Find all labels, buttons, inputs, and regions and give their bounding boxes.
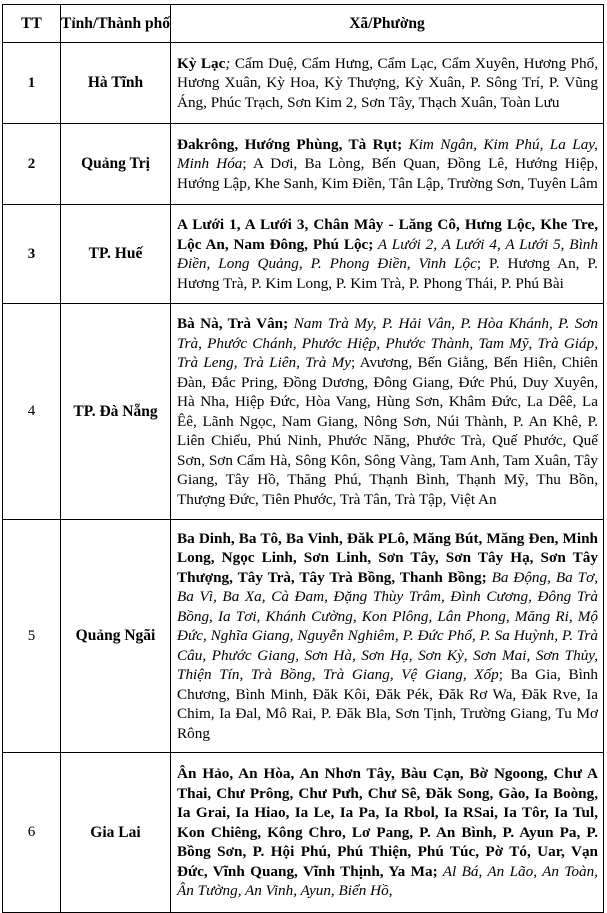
ward-list-normal: A Dơi, Ba Lòng, Bến Quan, Đồng Lê, Hướng Hiệp, Hướng Lập, Khe Sanh, Kim Điền, Tân Lập, Trường Sơn, Tuyên Lâm [177,155,598,192]
ward-list-normal: Avương, Bến Giằng, Bến Hiên, Chiên Đàn, Đắc Pring, Đồng Dương, Đông Giang, Đức Phú, Duy Xuyên, Hà Nha, Hiệp Đức, Hòa Vang, Hùng Sơn, Khâm Đức, La Dêê, La Êê, Lãnh Ngọc, Nam Giang, Nông Sơn, Núi Thành, P. An Khê, P. Liên Chiểu, Phú Ninh, Phước Năng, Phước Trà, Quế Phước, Quế Sơn, Sơn Cẩm Hà, Sông Kôn, Sông Vàng, Tam Anh, Tam Xuân, Tây Giang, Tây Hồ, Thăng Phú, Thạnh Bình, Thạnh Mỹ, Thu Bồn, Thượng Đức, Tiên Phước, Trà Tân, Trà Tập, Việt An [177,354,599,508]
ward-list: Đakrông, Hướng Phùng, Tà Rụt; Kim Ngân, Kim Phú, La Lay, Minh Hóa; A Dơi, Ba Lòng, Bến Quan, Đồng Lê, Hướng Hiệp, Hướng Lập, Khe Sanh, Kim Điền, Tân Lập, Trường Sơn, Tuyên Lâm [171,124,604,205]
ward-list: Ân Hảo, An Hòa, An Nhơn Tây, Bàu Cạn, Bờ Ngoong, Chư A Thai, Chư Prông, Chư Pưh, Chư Sê, Đăk Song, Gào, Ia Boòng, Ia Grai, Ia Hiao, Ia Le, Ia Pa, Ia Rbol, Ia RSai, Ia Tôr, Ia Tul, Kon Chiêng, Kông Chro, Lơ Pang, P. An Bình, P. Ayun Pa, P. Bồng Sơn, P. Hội Phú, Phú Thiện, Phú Túc, Pờ Tó, Uar, Vạn Đức, Vĩnh Quang, Vĩnh Thịnh, Ya Ma; Al Bá, An Lão, An Toàn, Ân Tường, An Vinh, Ayun, Biển Hồ, [171,753,604,913]
table-row [3,304,604,520]
ward-list-bold: Kỳ Lạc [177,54,226,72]
province-name: Quảng Trị [61,124,171,205]
province-name: Gia Lai [61,753,171,913]
province-name: Quảng Ngãi [61,520,171,753]
ward-list-normal: Cẩm Duệ, Cẩm Hưng, Cẩm Lạc, Cẩm Xuyên, Hương Phố, Hương Xuân, Kỳ Hoa, Kỳ Thượng, Kỳ Xuân, P. Sông Trí, P. Vũng Áng, Phúc Trạch, Sơn Kim 2, Sơn Tây, Thạch Xuân, Toàn Lưu [177,54,598,111]
table-row [3,205,604,304]
row-number: 5 [3,520,61,753]
ward-list-italic: Kim Ngân, Kim Phú, La Lay, Minh Hóa [177,135,598,173]
ward-list [171,43,604,124]
table-row [3,520,604,753]
header-tt: TT [3,5,61,43]
header-province: Tỉnh/Thành phố [61,5,171,43]
ward-list: Bà Nà, Trà Vân; Nam Trà My, P. Hải Vân, P. Hòa Khánh, P. Sơn Trà, Phước Chánh, Phước Hiệp, Phước Thành, Tam Mỹ, Trà Giáp, Trà Leng, Trà Liên, Trà My; Avương, Bến Giằng, Bến Hiên, Chiên Đàn, Đắc Pring, Đồng Dương, Đông Giang, Đức Phú, Duy Xuyên, Hà Nha, Hiệp Đức, Hòa Vang, Hùng Sơn, Khâm Đức, La Dêê, La Êê, Lãnh Ngọc, Nam Giang, Nông Sơn, Núi Thành, P. An Khê, P. Liên Chiểu, Phú Ninh, Phước Năng, Phước Trà, Quế Phước, Quế Sơn, Sơn Cẩm Hà, Sông Kôn, Sông Vàng, Tam Anh, Tam Xuân, Tây Giang, Tây Hồ, Thăng Phú, Thạnh Bình, Thạnh Mỹ, Thu Bồn, Thượng Đức, Tiên Phước, Trà Tân, Trà Tập, Việt An [171,304,604,520]
ward-list-italic: Al Bá, An Lão, An Toàn, Ân Tường, An Vinh, Ayun, Biển Hồ, [177,862,598,900]
header-wards: Xã/Phường [171,5,604,43]
ward-list-normal: P. Hương An, P. Hương Trà, P. Kim Long, P. Kim Trà, P. Phong Thái, P. Phú Bài [177,255,598,292]
ward-table [2,4,604,913]
ward-list-italic: Nam Trà My, P. Hải Vân, P. Hòa Khánh, P. Sơn Trà, Phước Chánh, Phước Hiệp, Phước Thành, Tam Mỹ, Trà Giáp, Trà Leng, Trà Liên, Trà My [177,315,598,371]
table-row [3,124,604,205]
province-name: TP. Huế [61,205,171,304]
row-number: 4 [3,304,61,520]
ward-list-bold: Đakrông, Hướng Phùng, Tà Rụt [177,135,398,153]
ward-list: Ba Dinh, Ba Tô, Ba Vinh, Đăk PLô, Măng Bút, Măng Đen, Minh Long, Ngọc Linh, Sơn Linh, Sơn Tây, Sơn Tây Hạ, Sơn Tây Thượng, Tây Trà, Tây Trà Bồng, Thanh Bồng; Ba Động, Ba Tơ, Ba Vì, Ba Xa, Cà Đam, Đặng Thùy Trâm, Đình Cương, Đông Trà Bồng, Ia Tơi, Khánh Cường, Kon Plông, Lân Phong, Măng Ri, Mộ Đức, Nghĩa Giang, Nguyễn Nghiêm, P. Đức Phổ, P. Sa Huỳnh, P. Trà Câu, Phước Giang, Sơn Hà, Sơn Hạ, Sơn Kỳ, Sơn Mai, Sơn Thủy, Thiện Tín, Trà Bồng, Trà Giang, Vệ Giang, Xốp; Ba Gia, Bình Chương, Bình Minh, Đăk Kôi, Đăk Pék, Đăk Rơ Wa, Đăk Rve, Ia Chim, Ia Đal, Mô Rai, P. Đăk Bla, Sơn Tịnh, Trường Giang, Tu Mơ Rông [171,520,604,753]
ward-list-normal: Ba Gia, Bình Chương, Bình Minh, Đăk Kôi, Đăk Pék, Đăk Rơ Wa, Đăk Rve, Ia Chim, Ia Đal, Mô Rai, P. Đăk Bla, Sơn Tịnh, Trường Giang, Tu Mơ Rông [177,666,598,742]
ward-list-italic: A Lưới 2, A Lưới 4, A Lưới 5, Bình Điền, Long Quảng, P. Phong Điền, Vinh Lộc [177,235,598,272]
province-name: Hà Tĩnh [61,43,171,124]
ward-list-bold: Ba Dinh, Ba Tô, Ba Vinh, Đăk PLô, Măng Bút, Măng Đen, Minh Long, Ngọc Linh, Sơn Linh, Sơn Tây, Sơn Tây Hạ, Sơn Tây Thượng, Tây Trà, Tây Trà Bồng, Thanh Bồng [177,529,598,586]
row-number: 1 [3,43,61,124]
ward-list-bold: Ân Hảo, An Hòa, An Nhơn Tây, Bàu Cạn, Bờ Ngoong, Chư A Thai, Chư Prông, Chư Pưh, Chư Sê, Đăk Song, Gào, Ia Boòng, Ia Grai, Ia Hiao, Ia Le, Ia Pa, Ia Rbol, Ia RSai, Ia Tôr, Ia Tul, Kon Chiêng, Kông Chro, Lơ Pang, P. An Bình, P. Ayun Pa, P. Bồng Sơn, P. Hội Phú, Phú Thiện, Phú Túc, Pờ Tó, Uar, Vạn Đức, Vĩnh Quang, Vĩnh Thịnh, Ya Ma [177,765,598,880]
row-number: 6 [3,753,61,913]
ward-list-bold: A Lưới 1, A Lưới 3, Chân Mây - Lăng Cô, Hưng Lộc, Khe Tre, Lộc An, Nam Đông, Phú Lộc [177,216,598,253]
ward-list: A Lưới 1, A Lưới 3, Chân Mây - Lăng Cô, Hưng Lộc, Khe Tre, Lộc An, Nam Đông, Phú Lộc; A Lưới 2, A Lưới 4, A Lưới 5, Bình Điền, Long Quảng, P. Phong Điền, Vinh Lộc; P. Hương An, P. Hương Trà, P. Kim Long, P. Kim Trà, P. Phong Thái, P. Phú Bài [171,205,604,304]
ward-list-italic: Ba Động, Ba Tơ, Ba Vì, Ba Xa, Cà Đam, Đặng Thùy Trâm, Đình Cương, Đông Trà Bồng, Ia Tơi, Khánh Cường, Kon Plông, Lân Phong, Măng Ri, Mộ Đức, Nghĩa Giang, Nguyễn Nghiêm, P. Đức Phổ, P. Sa Huỳnh, P. Trà Câu, Phước Giang, Sơn Hà, Sơn Hạ, Sơn Kỳ, Sơn Mai, Sơn Thủy, Thiện Tín, Trà Bồng, Trà Giang, Vệ Giang, Xốp [177,568,598,684]
ward-list-bold: Bà Nà, Trà Vân [177,315,284,332]
row-number: 2 [3,124,61,205]
table-row [3,43,604,124]
table-header-row [3,5,604,43]
ward-list-separator: ; [225,54,231,72]
province-name: TP. Đà Nẵng [61,304,171,520]
row-number: 3 [3,205,61,304]
table-row [3,753,604,913]
